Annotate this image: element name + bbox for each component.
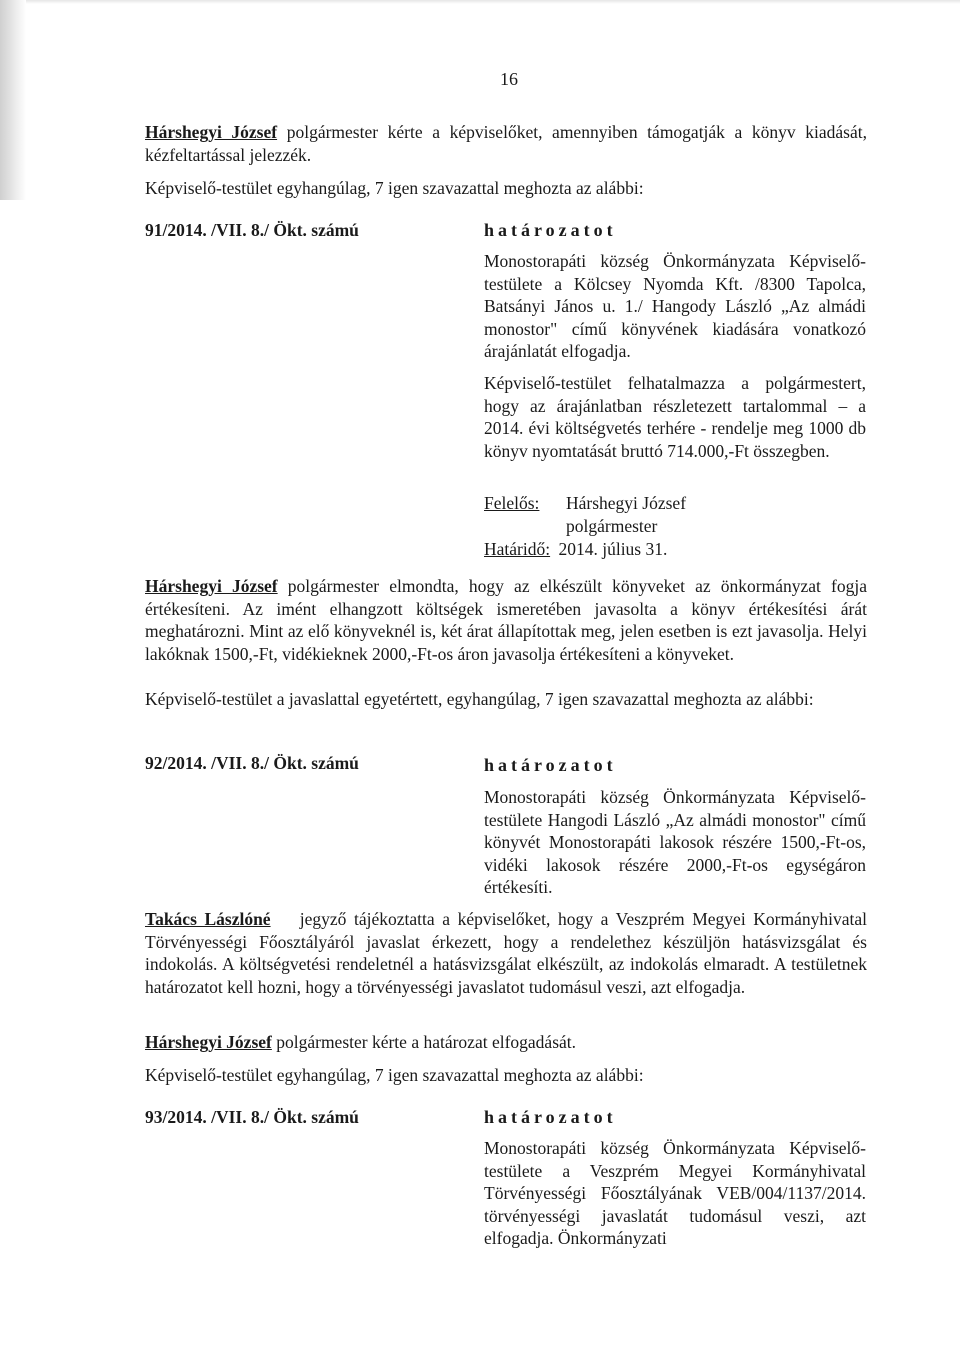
- paragraph-text: polgármester elmondta, hogy az elkészült könyveket az önkormányzat fogja értékesíteni. Az imént elhangzott költségek ismeretében javasolta a könyv értékesítési árát meghatározni. Mint az elő könyveknél is, két árat állapítottak meg, jelen esetben is ezt javasolja. Helyi lakóknak 1500,-Ft, vidékieknek 2000,-Ft-os áron javasolja értékesíteni a könyveket.: [145, 576, 868, 664]
- resolution-body-91: Monostorapáti község Önkormányzata Képviselő-testülete a Kölcsey Nyomda Kft. /8300 Tapolca, Batsányi János u. 1./ Hangody László „Az almádi monostor" című könyvének kiadására vonatkozó árajánlatát elfogadja.: [484, 251, 866, 361]
- resolution-number-93: 93/2014. /VII. 8./ Ökt. számú: [145, 1107, 359, 1127]
- vote-statement-2: Képviselő-testület a javaslattal egyetértett, egyhangúlag, 7 igen szavazattal meghozta az alábbi:: [145, 689, 814, 709]
- paragraph-request-support: [145, 121, 867, 166]
- responsible-label: Felelős:: [484, 493, 540, 513]
- vote-statement-1: Képviselő-testület egyhangúlag, 7 igen szavazattal meghozta az alábbi:: [145, 178, 644, 198]
- speaker-name: Hárshegyi József: [145, 576, 278, 596]
- scan-edge-left: [0, 0, 26, 200]
- deadline-label: Határidő:: [484, 539, 551, 559]
- responsible-name: Hárshegyi József: [566, 493, 687, 513]
- resolution-body-92: Monostorapáti község Önkormányzata Képviselő-testülete Hangodi László „Az almádi monostor" című könyvét Monostorapáti lakosok részére 1500,-Ft-os, vidéki lakosok részére 2000,-Ft-os egységáron értékesíti.: [484, 787, 866, 897]
- resolution-body-93: Monostorapáti község Önkormányzata Képviselő-testülete a Veszprém Megyei Kormányhivatal Törvényességi Főosztályának VEB/004/1137/2014. törvényességi javaslatát tudomásul veszi, azt elfogadja. Önkormányzati: [484, 1138, 866, 1248]
- resolution-number-92: 92/2014. /VII. 8./ Ökt. számú: [145, 753, 359, 773]
- vote-statement-3: Képviselő-testület egyhangúlag, 7 igen szavazattal meghozta az alábbi:: [145, 1065, 644, 1085]
- speaker-name: Takács Lászlóné: [145, 909, 271, 929]
- scan-edge-top: [0, 0, 960, 4]
- paragraph-text: polgármester kérte a határozat elfogadását.: [276, 1032, 577, 1052]
- paragraph-text: polgármester kérte a képviselőket, amennyiben támogatják a könyv kiadását, kézfeltartással jelezzék.: [145, 122, 867, 165]
- resolution-authorization-91: Képviselő-testület felhatalmazza a polgármestert, hogy az árajánlatban részletezett tartalommal – a 2014. évi költségvetés terhére - rendelje meg 1000 db könyv nyomtatását bruttó 714.000,-Ft összegben.: [484, 373, 866, 461]
- resolution-heading-93: határozatot: [484, 1107, 617, 1127]
- resolution-number-91: 91/2014. /VII. 8./ Ökt. számú: [145, 220, 359, 240]
- speaker-name: Hárshegyi József: [145, 1032, 272, 1052]
- paragraph-text: jegyző tájékoztatta a képviselőket, hogy a Veszprém Megyei Kormányhivatal Törvényességi Főosztályáról javaslat érkezett, hogy a rendelethez készüljön hatásvizsgálat és indokolás. A költségvetési rendeletnél a hatásvizsgálat elkészült, az indokolás elmaradt. A testületnek határozatot kell hozni, hogy a törvényességi javaslatot tudomásul veszi, azt elfogadja.: [145, 909, 867, 997]
- responsible-line: [484, 492, 686, 515]
- responsible-title: polgármester: [566, 516, 658, 536]
- speaker-name: Hárshegyi József: [145, 122, 278, 142]
- paragraph-book-pricing: [145, 575, 867, 665]
- deadline-value: 2014. július 31.: [558, 539, 668, 559]
- deadline-line: [484, 538, 667, 561]
- page-number: 16: [500, 69, 518, 89]
- resolution-heading-91: határozatot: [484, 220, 617, 240]
- paragraph-request-approval: [145, 1031, 867, 1054]
- paragraph-notary-report: [145, 908, 867, 998]
- resolution-heading-92: határozatot: [484, 755, 617, 775]
